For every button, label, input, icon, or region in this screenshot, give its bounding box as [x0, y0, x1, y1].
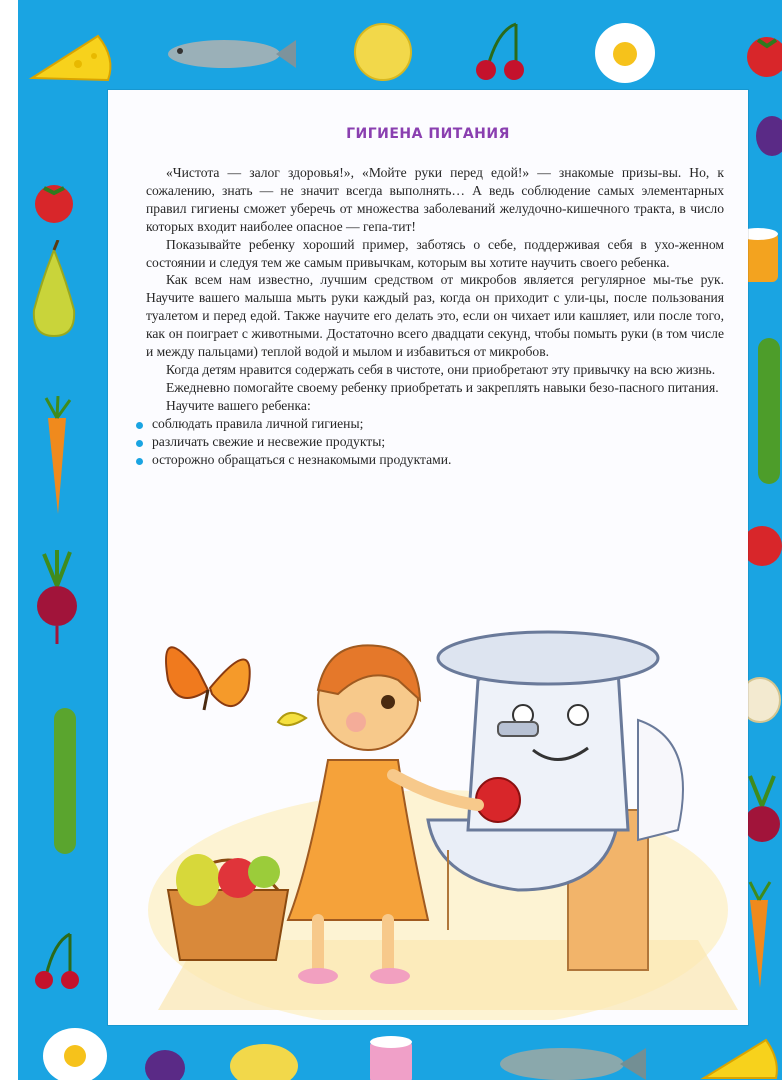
article-body — [146, 164, 724, 468]
fish-bottom-icon — [488, 1040, 648, 1080]
milk-cup-bottom-icon — [364, 1032, 428, 1080]
bullet-icon — [136, 422, 143, 429]
cucumber-right-icon — [754, 336, 782, 486]
paragraph: Как всем нам известно, лучшим средством от микробов является регулярное мы-тье рук. Научите вашего малыша мыть руки каждый раз, когда он приходит с ули-цы, после пользования туалетом и перед едой. Также научите его делать это, если он чихает или кашляет, или после того, как он поиграет с животными. Достаточно всего двадцати секунд, чтобы помыть руки (в том числе и между пальцами) теплой водой и мылом и избавиться от микробов. — [146, 272, 724, 360]
pear-icon — [24, 240, 84, 340]
bullet-icon — [136, 458, 143, 465]
page-title: ГИГИЕНА ПИТАНИЯ — [346, 126, 510, 142]
plum-bottom-icon — [140, 1044, 190, 1080]
content-sheet — [108, 90, 748, 1025]
paragraph: Показывайте ребенку хороший пример, заботясь о себе, поддерживая себя в ухо-женном состоянии и следуя тем же самым привычкам, которым вы хотите научить своего ребенка. — [146, 236, 724, 270]
girl-washing-apple-illustration — [138, 610, 738, 1020]
paragraph: Научите вашего ребенка: — [166, 397, 311, 413]
paragraph: Когда детям нравится содержать себя в чистоте, они приобретают эту привычку на всю жизнь. — [166, 361, 716, 377]
bullet-icon — [136, 440, 143, 447]
beet-icon — [24, 546, 90, 646]
lemon-slice-icon — [348, 20, 418, 84]
list-item-text: осторожно обращаться с незнакомыми продуктами. — [152, 451, 452, 467]
plum-icon — [752, 108, 782, 160]
cherries-icon — [468, 20, 538, 84]
decorative-frame — [18, 0, 782, 1080]
egg-icon — [590, 20, 660, 86]
lemon-bottom-icon — [224, 1036, 304, 1080]
cheese-icon — [28, 28, 118, 88]
tomato-left-icon — [30, 178, 78, 226]
egg-bottom-icon — [40, 1024, 110, 1080]
list-item — [136, 433, 724, 451]
cheese-bottom-icon — [700, 1030, 780, 1080]
carrot-icon — [36, 396, 82, 516]
fruit-basket-icon — [168, 854, 288, 960]
list-item-text: различать свежие и несвежие продукты; — [152, 433, 386, 449]
paragraph: «Чистота — залог здоровья!», «Мойте руки перед едой!» — знакомые призы-вы. Но, к сожалению, знать — не значит всегда выполнять… А ведь соблюдение самых элементарных правил гигиены сможет уберечь от множества заболеваний желудочно-кишечного тракта, в число которых входит наиболее опасное — гепа-тит! — [146, 165, 724, 234]
list-item — [136, 415, 724, 433]
list-item — [136, 451, 724, 469]
butterfly-icon — [166, 647, 250, 710]
paragraph: Ежедневно помогайте своему ребенку приобретать и закреплять навыки безо-пасного питания. — [166, 379, 719, 395]
tomato-icon — [742, 30, 782, 80]
advice-list — [146, 415, 724, 469]
fish-icon — [158, 32, 298, 76]
list-item-text: соблюдать правила личной гигиены; — [152, 415, 364, 431]
cherries-bottom-icon — [30, 930, 90, 994]
apple-icon — [476, 778, 520, 822]
cucumber-left-icon — [48, 706, 82, 856]
